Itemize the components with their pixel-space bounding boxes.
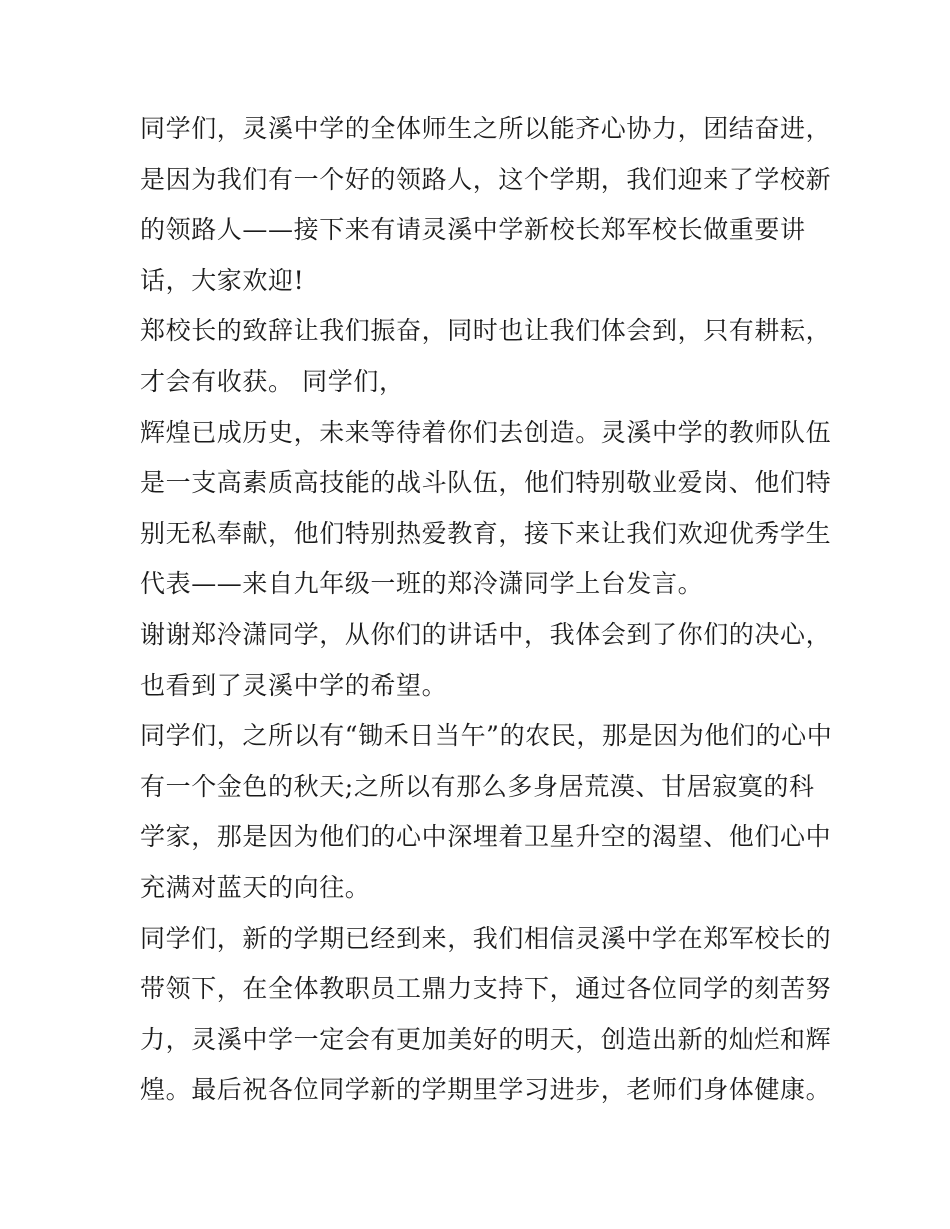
paragraph-2 xyxy=(140,306,832,407)
text-line: 带领下，在全体教职员工鼎力支持下，通过各位同学的刻苦努 xyxy=(140,974,832,1004)
text-line: 代表——来自九年级一班的郑泠潇同学上台发言。 xyxy=(140,569,704,599)
text-line: 充满对蓝天的向往。 xyxy=(140,872,371,902)
text-line: 同学们，新的学期已经到来，我们相信灵溪中学在郑军校长的 xyxy=(140,923,832,953)
text-line: 别无私奉献，他们特别热爱教育，接下来让我们欢迎优秀学生 xyxy=(140,518,832,548)
document-body xyxy=(140,104,833,1116)
paragraph-3 xyxy=(140,408,832,610)
paragraph-1 xyxy=(140,104,832,306)
text-line: 谢谢郑泠潇同学，从你们的讲话中，我体会到了你们的决心， xyxy=(140,619,832,649)
text-line: 也看到了灵溪中学的希望。 xyxy=(140,670,448,700)
paragraph-5 xyxy=(140,711,833,913)
text-line: 有一个金色的秋天;之所以有那么多身居荒漠、甘居寂寞的科 xyxy=(140,771,815,801)
paragraph-6 xyxy=(140,914,832,1116)
text-line: 煌。最后祝各位同学新的学期里学习进步，老师们身体健康。 xyxy=(140,1075,832,1105)
text-line: 辉煌已成历史，未来等待着你们去创造。灵溪中学的教师队伍 xyxy=(140,417,832,447)
text-line: 的领路人——接下来有请灵溪中学新校长郑军校长做重要讲 xyxy=(140,215,806,245)
paragraph-4 xyxy=(140,610,832,711)
text-line: 是因为我们有一个好的领路人，这个学期，我们迎来了学校新 xyxy=(140,164,832,194)
text-line: 力，灵溪中学一定会有更加美好的明天，创造出新的灿烂和辉 xyxy=(140,1024,832,1054)
text-line: 是一支高素质高技能的战斗队伍，他们特别敬业爱岗、他们特 xyxy=(140,468,832,498)
text-line: 学家，那是因为他们的心中深埋着卫星升空的渴望、他们心中 xyxy=(140,822,832,852)
text-line: 同学们，之所以有“锄禾日当午”的农民，那是因为他们的心中 xyxy=(140,721,833,751)
text-line: 同学们，灵溪中学的全体师生之所以能齐心协力，团结奋进， xyxy=(140,114,832,143)
text-line: 才会有收获。 同学们， xyxy=(140,366,405,396)
text-line: 郑校长的致辞让我们振奋，同时也让我们体会到，只有耕耘， xyxy=(140,316,832,346)
text-line: 话，大家欢迎! xyxy=(140,265,305,295)
